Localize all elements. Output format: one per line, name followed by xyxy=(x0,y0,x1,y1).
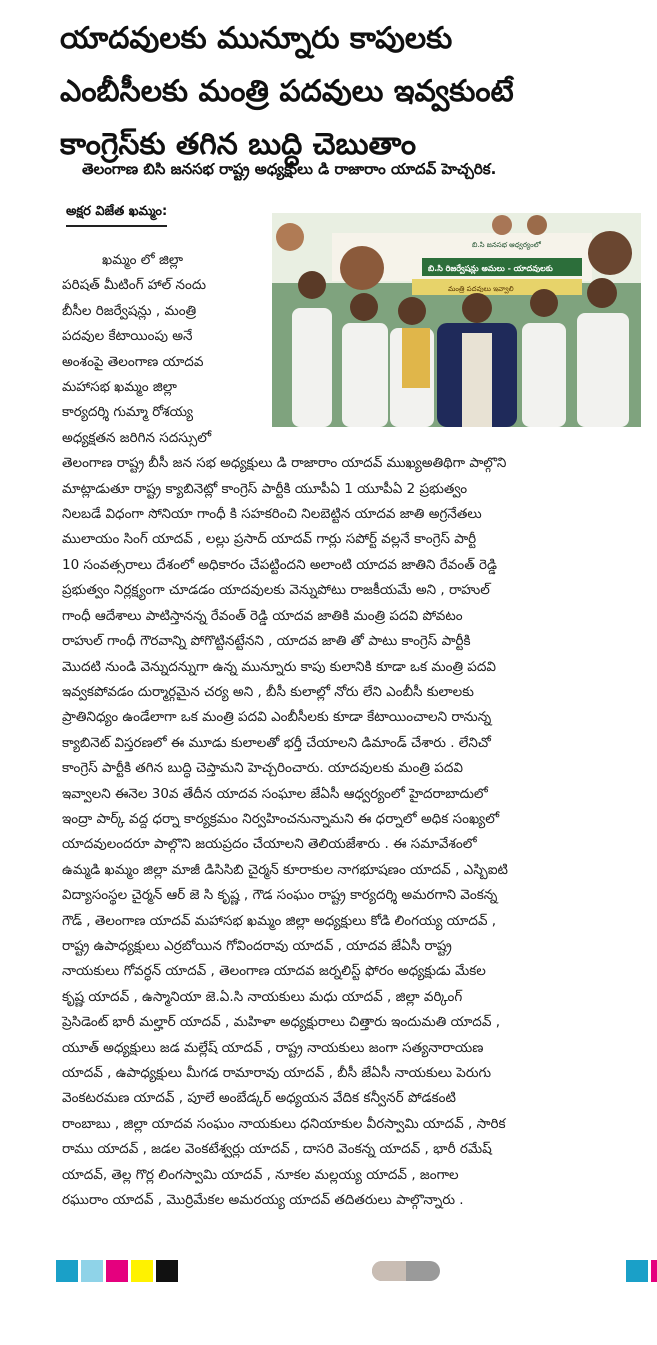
body-line: ఇంద్రా పార్క్ వద్ద ధర్నా కార్యక్రమం నిర్వహించనున్నామని ఈ ధర్నాలో అధిక సంఖ్యలో xyxy=(62,810,500,827)
body-line: ఖమ్మం లో జిల్లా xyxy=(102,252,183,268)
banner-text: బి.సి రిజర్వేషన్లు అమలు - యాదవులకు xyxy=(428,264,553,273)
body-line: ప్రాతినిధ్యం ఉండేలాగా ఒక మంత్రి పదవి ఎంబీసీలకు కూడా కేటాయించాలని రానున్న xyxy=(62,709,492,726)
body-line: వెంకటరమణ యాదవ్ , పూలే అంబేడ్కర్ అధ్యయన వేదిక కన్వీనర్ పోడకంటి xyxy=(62,1090,456,1107)
body-line: గాంధీ ఆదేశాలు పాటిస్తానన్న రేవంత్ రెడ్డి యాదవ జాతికి మంత్రి పదవి పోవటం xyxy=(62,607,463,624)
body-line: పదవుల కేటాయింపు అనే xyxy=(62,328,193,345)
body-line: మహాసభ ఖమ్మం జిల్లా xyxy=(62,379,177,396)
body-line: యాదవ్, తెల్ల గొర్ల లింగస్వామి యాదవ్ , నూకల మల్లయ్య యాదవ్ , జంగాల xyxy=(62,1166,459,1183)
body-line: క్యాబినెట్ విస్తరణలో ఈ మూడు కులాలతో భర్తీ చేయాలని డిమాండ్ చేశారు . లేనిచో xyxy=(62,734,491,751)
body-line: ములాయం సింగ్ యాదవ్ , లల్లు ప్రసాద్ యాదవ్ గార్లు సపోర్ట్ వల్లనే కాంగ్రెస్ పార్టీ xyxy=(62,531,477,548)
body-line: యాదవులందరూ పాల్గొని జయప్రదం చేయాలని తెలియజేశారు . ఈ సమావేశంలో xyxy=(62,836,477,853)
body-line: రాము యాదవ్ , జడల వెంకటేశ్వర్లు యాదవ్ , దాసరి వెంకన్న యాదవ్ , భారీ రమేష్ xyxy=(62,1141,492,1158)
color-registration-strip-right xyxy=(626,1260,657,1282)
body-line: ప్రభుత్వం నిర్లక్ష్యంగా చూడడం యాదవులకు వెన్నుపోటు రాజకీయమే అని , రాహుల్ xyxy=(62,582,490,599)
body-line: ఉమ్మడి ఖమ్మం జిల్లా మాజీ డిసిసిబి చైర్మన్ కూరాకుల నాగభూషణం యాదవ్ , ఎస్బిఐటి xyxy=(62,861,508,878)
body-line: యాదవ్ , ఉపాధ్యక్షులు మీగడ రామారావు యాదవ్ , బీసీ జేఏసీ నాయకులు పెరుగు xyxy=(62,1065,492,1081)
color-registration-strip xyxy=(56,1260,178,1282)
body-line: రాహుల్ గాంధీ గౌరవాన్ని పోగొట్టినట్టేనని , యాదవ జాతి తో పాటు కాంగ్రెస్ పార్టీకి xyxy=(62,633,471,650)
body-line: అంశంపై తెలంగాణ యాదవ xyxy=(62,353,204,370)
color-swatch xyxy=(156,1260,178,1282)
body-line: ప్రెసిడెంట్ భారీ మల్హార్ యాదవ్ , మహిళా అధ్యక్షురాలు చిత్తారు ఇందుమతి యాదవ్ , xyxy=(62,1014,501,1031)
body-line: యూత్ అధ్యక్షులు జడ మల్లేష్ యాదవ్ , రాష్ట్ర నాయకులు జంగా సత్యనారాయణ xyxy=(62,1039,484,1056)
body-line: కాంగ్రెస్ పార్టీకి తగిన బుద్ధి చెప్తామని హెచ్చరించారు. యాదవులకు మంత్రి పదవి xyxy=(62,760,463,777)
body-line: 10 సంవత్సరాలు దేశంలో అధికారం చేపట్టిందని అలాంటి యాదవ జాతిని రేవంత్ రెడ్డి xyxy=(62,556,498,573)
body-line: పరిషత్ మీటింగ్ హాల్ నందు xyxy=(62,277,207,294)
body-line: మాట్లాడుతూ రాష్ట్ర క్యాబినెట్లో కాంగ్రెస్ పార్టీకి యూపీఏ 1 యూపీఏ 2 ప్రభుత్వం xyxy=(62,480,468,497)
body-line: ఇవ్వాలని ఈనెల 30వ తేదీన యాదవ సంఘాల జేఏసీ ఆధ్వర్యంలో హైదరాబాదులో xyxy=(62,785,488,802)
body-line: రాంబాబు , జిల్లా యాదవ సంఘం నాయకులు ధనియాకుల వీరస్వామి యాదవ్ , సారిక xyxy=(62,1115,506,1132)
headline-line: ఎంబీసీలకు మంత్రి పదవులు ఇవ్వకుంటే xyxy=(60,74,514,109)
body-line: అధ్యక్షతన జరిగిన సదస్సులో xyxy=(62,429,212,446)
body-line: నాయకులు గోవర్ధన్ యాదవ్ , తెలంగాణ యాదవ జర్నలిస్ట్ ఫోరం అధ్యక్షుడు మేకల xyxy=(62,963,486,980)
color-swatch xyxy=(81,1260,103,1282)
color-swatch xyxy=(131,1260,153,1282)
page-scroll-thumb[interactable] xyxy=(372,1261,406,1281)
article-body xyxy=(62,248,642,1213)
subheadline: తెలంగాణ బిసి జనసభ రాష్ట్ర అధ్యక్షులు డి రాజారాం యాదవ్ హెచ్చరిక. xyxy=(82,160,497,178)
full-width-paragraph xyxy=(62,451,642,1213)
body-line: కృష్ణ యాదవ్ , ఉస్మానియా జె.ఏ.సి నాయకులు మధు యాదవ్ , జిల్లా వర్కింగ్ xyxy=(62,988,463,1005)
body-line: రాష్ట్ర ఉపాధ్యక్షులు ఎర్రబోయిన గోవిందరావు యాదవ్ , యాదవ జేఏసీ రాష్ట్ర xyxy=(62,937,452,954)
body-line: కార్యదర్శి గుమ్మా రోశయ్య xyxy=(62,404,194,421)
body-line: రఘురాం యాదవ్ , మొర్రిమేకల అమరయ్య యాదవ్ తదితరులు పాల్గొన్నారు . xyxy=(62,1192,464,1209)
headline-line: కాంగ్రెస్‌కు తగిన బుద్ధి చెబుతాం xyxy=(60,127,417,162)
color-swatch xyxy=(626,1260,648,1282)
color-swatch xyxy=(651,1260,657,1282)
body-line: ఇవ్వకపోవడం దుర్మార్గమైన చర్య అని , బీసీ కులాల్లో నోరు లేని ఎంబీసీ కులాలకు xyxy=(62,683,474,700)
page-scroll-indicator[interactable] xyxy=(372,1261,440,1281)
color-swatch xyxy=(106,1260,128,1282)
headline-line: యాదవులకు మున్నూరు కాపులకు xyxy=(60,21,453,56)
banner-text: మంత్రి పదవులు ఇవ్వాలి xyxy=(448,285,514,293)
body-line: గౌడ్ , తెలంగాణ యాదవ్ మహాసభ ఖమ్మం జిల్లా అధ్యక్షులు కోడి లింగయ్య యాదవ్ , xyxy=(62,912,497,929)
body-line: నిలబడే విధంగా సోనియా గాంధీ కి సహకరించి నిలబెట్టిన యాదవ జాతి అగ్రనేతలు xyxy=(62,506,482,523)
body-line: బీసీల రిజర్వేషన్లు , మంత్రి xyxy=(62,302,197,319)
color-swatch xyxy=(56,1260,78,1282)
byline: అక్షర విజేత ఖమ్మం: xyxy=(66,204,167,227)
body-line: మొదటి నుండి వెన్నుదన్నుగా ఉన్న మున్నూరు కాపు కులానికి కూడా ఒక మంత్రి పదవి xyxy=(62,658,497,675)
wrapped-paragraph xyxy=(62,248,260,451)
body-line: విద్యాసంస్థల చైర్మన్ ఆర్ జె సి కృష్ణ , గౌడ సంఘం రాష్ట్ర కార్యదర్శి అమరగాని వెంకన్న xyxy=(62,887,498,904)
body-line: తెలంగాణ రాష్ట్ర బీసీ జన సభ అధ్యక్షులు డి రాజారాం యాదవ్ ముఖ్యఅతిథిగా పాల్గొని xyxy=(62,455,507,472)
banner-text: బి.సి జనసభ ఆధ్వర్యంలో xyxy=(472,241,541,249)
headline xyxy=(60,12,650,171)
